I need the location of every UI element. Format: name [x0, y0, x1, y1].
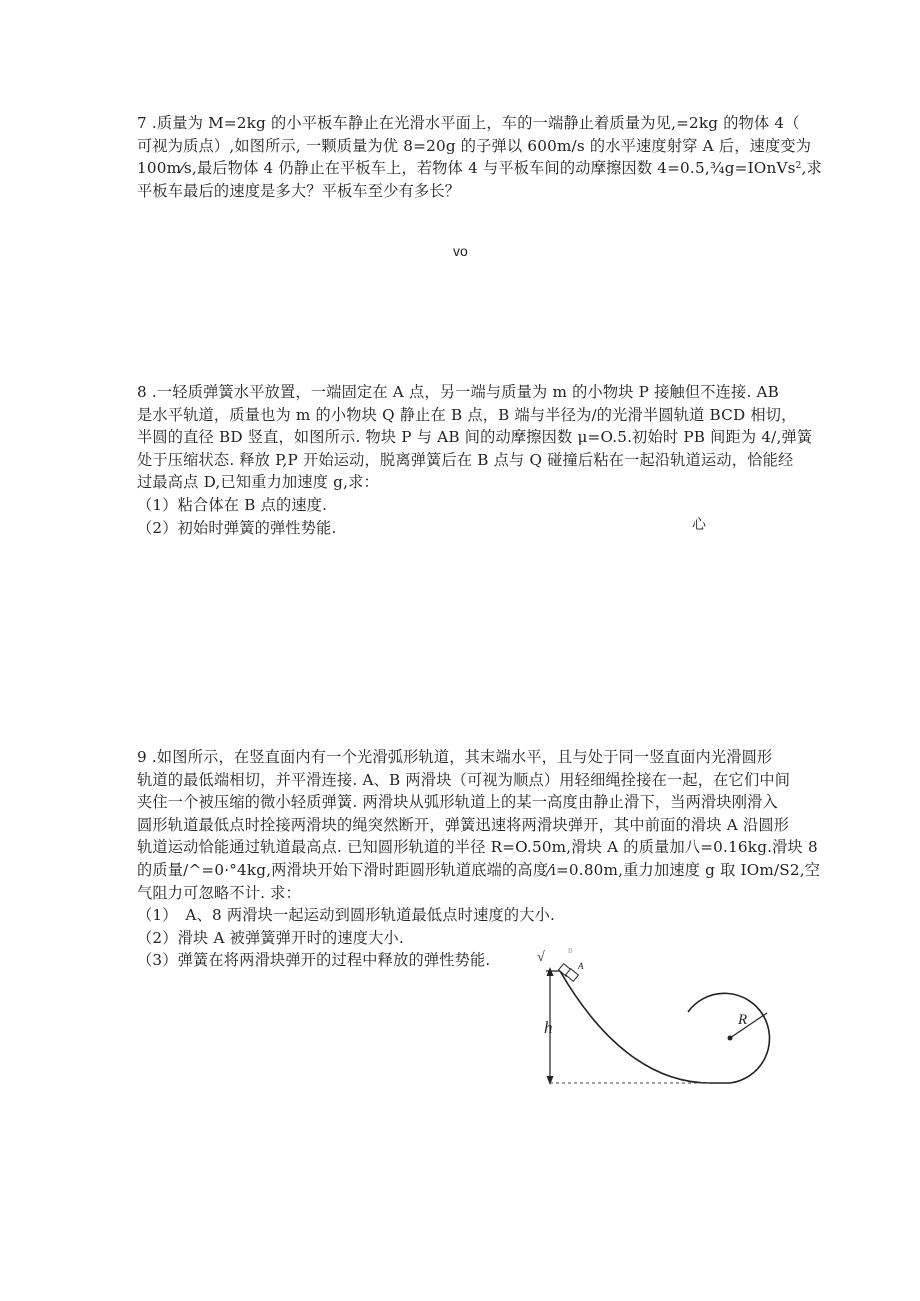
- q7-line-1: 7 .质量为 M=2kg 的小平板车静止在光滑水平面上，车的一端静止着质量为见,=2kg 的物体 4（: [137, 114, 800, 132]
- q8-line-3: 半圆的直径 BD 竖直，如图所示. 物块 P 与 AB 间的动摩擦因数 μ=O.5.初始时 PB 间距为 4/,弹簧: [137, 428, 813, 447]
- q9-line-9: （2）滑块 A 被弹簧弹开时的速度大小.: [137, 928, 404, 947]
- q9-line-4: 圆形轨道最低点时拴接两滑块的绳突然断开，弹簧迅速将两滑块弹开，其中前面的滑块 A 沿圆形: [137, 815, 790, 834]
- q9-height-arrow-bottom: [547, 1076, 554, 1085]
- question-7: [137, 112, 822, 202]
- q7-figure-label: vo: [453, 243, 468, 259]
- q9-ramp-curve: [560, 971, 710, 1083]
- q8-line-2: 是水平轨道，质量也为 m 的小物块 Q 静止在 B 点，B 端与半径为/的光滑半圆轨道 BCD 相切，: [137, 405, 797, 424]
- q7-line-3-sup: 2: [795, 161, 802, 172]
- q7-line-3-tail: ,求: [801, 159, 822, 178]
- q9-r-label: R: [738, 1012, 748, 1028]
- q7-line-3-text: 100m⁄s,最后物体 4 仍静止在平板车上，若物体 4 与平板车间的动摩擦因数 4=0.5,¾g=IOnVs: [137, 159, 796, 178]
- q7-line-4: 平板车最后的速度是多大？平板车至少有多长？: [137, 181, 461, 200]
- q9-line-1: 9 .如图所示，在竖直面内有一个光滑弧形轨道，其末端水平，且与处于同一竖直面内光滑圆形: [137, 748, 773, 766]
- q9-line-10: （3）弹簧在将两滑块弹开的过程中释放的弹性势能.: [137, 951, 491, 970]
- q8-figure-label: 心: [692, 516, 706, 532]
- q7-line-2: 可视为质点）,如图所示, 一颗质量为优 8=20g 的子弹以 600m/s 的水平速度射穿 A 后，速度变为: [137, 136, 812, 155]
- q9-line-8: （1） A、8 两滑块一起运动到圆形轨道最低点时速度的大小.: [137, 906, 556, 925]
- q8-line-4: 处于压缩状态. 释放 P,P 开始运动，脱离弹簧后在 B 点与 Q 碰撞后粘在一起沿轨道运动，恰能经: [137, 450, 794, 469]
- q8-line-5: 过最高点 D,已知重力加速度 g,求：: [137, 473, 379, 492]
- q9-check-label: √: [537, 950, 545, 965]
- q9-line-7: 气阻力可忽略不计. 求：: [137, 883, 301, 902]
- q9-track-figure: [530, 935, 790, 1095]
- q8-line-1: 8 .一轻质弹簧水平放置，一端固定在 A 点，另一端与质量为 m 的小物块 P 接触但不连接. AB: [137, 383, 780, 401]
- q7-line-3: [137, 157, 822, 180]
- q8-line-7: （2）初始时弹簧的弹性势能.: [137, 518, 337, 537]
- q9-line-5: 轨道运动恰能通过轨道最高点. 已知圆形轨道的半径 R=O.50m,滑块 A 的质量加八=0.16kg.滑块 8: [137, 838, 818, 857]
- q9-line-3: 夹住一个被压缩的微小轻质弹簧. 两滑块从弧形轨道上的某一高度由静止滑下，当两滑块刚滑入: [137, 793, 778, 812]
- q9-faint-label: B: [568, 947, 573, 955]
- q9-radius-line: [730, 1013, 767, 1038]
- q9-block-a-label: A: [578, 961, 584, 971]
- q8-line-6: （1）粘合体在 B 点的速度.: [137, 495, 328, 514]
- q9-line-2: 轨道的最低端相切，并平滑连接. A、B 两滑块（可视为顺点）用轻细绳拴接在一起，在它们中间: [137, 770, 791, 789]
- q9-line-6: 的质量/^=0·°4kg,两滑块开始下滑时距圆形轨道底端的高度⁄i=0.80m,重力加速度 g 取 IOm/S2,空: [137, 860, 821, 879]
- q9-h-label: h: [544, 1018, 553, 1037]
